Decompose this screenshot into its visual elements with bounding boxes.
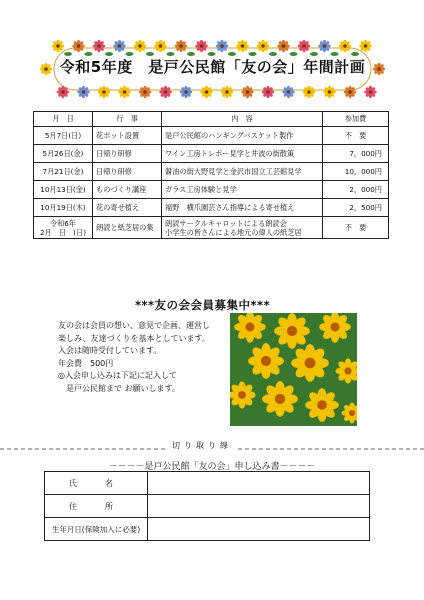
- row-detail-line1: 朗読サークルキャロットによる朗読会: [165, 218, 287, 228]
- border-flower: [195, 40, 208, 53]
- row-event: 日帰り研修: [93, 145, 162, 163]
- row-fee: 2，500円: [323, 199, 389, 217]
- birthdate-field[interactable]: [148, 518, 370, 541]
- row-event: 日帰り研修: [93, 163, 162, 181]
- application-form: [44, 471, 370, 541]
- row-fee: 10，000円: [323, 163, 389, 181]
- border-flower: [57, 86, 70, 99]
- row-date: [34, 217, 93, 239]
- row-date: 5月26日(金): [34, 145, 93, 163]
- border-flower: [72, 40, 85, 53]
- border-flower: [262, 86, 275, 99]
- border-flower: [118, 86, 131, 99]
- border-flower: [180, 86, 193, 99]
- border-flower: [303, 86, 316, 99]
- schedule-header-row: [34, 112, 389, 127]
- table-row: [34, 181, 389, 199]
- row-event: 花ポット設置: [93, 127, 162, 145]
- application-form-title: －－－－是戸公民館「友の会」申し込み書－－－－: [108, 462, 316, 472]
- name-field[interactable]: [148, 472, 370, 495]
- row-date-line1: 令和6年: [49, 218, 77, 228]
- row-event: ものづくり講座: [93, 181, 162, 199]
- page-title: 令和5年度 是戸公民館「友の会」年間計画: [59, 58, 366, 76]
- schedule-table: [33, 111, 389, 239]
- name-label: 氏 名: [45, 472, 148, 495]
- row-detail: ガラス工房体験と見学: [162, 181, 323, 199]
- border-flower: [221, 86, 234, 99]
- col-fee: 参加費: [323, 112, 389, 127]
- row-fee: 不 要: [323, 127, 389, 145]
- table-row: [34, 199, 389, 217]
- row-date: 10月19日(木): [34, 199, 93, 217]
- row-detail-line2: 小学生の皆さんによる地元の偉人の紙芝居: [165, 227, 302, 237]
- recruit-line: 友の会は会員の想い、意見で企画、運営し: [58, 321, 210, 330]
- border-flower: [159, 86, 172, 99]
- table-row: [34, 145, 389, 163]
- photo-flower: [248, 343, 284, 379]
- border-flower: [154, 40, 167, 53]
- photo-flower: [274, 313, 310, 349]
- cut-line-label: 切り取り線: [168, 440, 236, 451]
- border-flower: [200, 86, 213, 99]
- recruit-line: 是戸公民館まで お願いします。: [58, 383, 180, 393]
- row-date: 7月21日(金): [34, 163, 93, 181]
- border-flower: [236, 40, 249, 53]
- border-flower: [318, 40, 331, 53]
- row-event: 朗読と紙芝居の集: [93, 217, 162, 239]
- border-flower: [323, 86, 336, 99]
- table-row: [34, 127, 389, 145]
- row-fee: 不 要: [323, 217, 389, 239]
- row-date: 10月13日(金): [34, 181, 93, 199]
- col-detail: 内 容: [162, 112, 323, 127]
- table-row: [34, 217, 389, 239]
- recruit-line: 楽しみ、友達づくりを基本としています。: [58, 333, 210, 343]
- recruit-line: 年会費 500円: [58, 358, 114, 368]
- form-row: [45, 472, 370, 495]
- border-flower: [175, 40, 188, 53]
- row-detail: 是戸公民館のハンギングバスケット製作: [162, 127, 323, 145]
- recruit-text: [58, 320, 210, 396]
- row-detail: 醤油の街大野見学と金沢市国立工芸館見学: [162, 163, 323, 181]
- border-flower: [241, 86, 254, 99]
- row-detail: ワイン工房トレボー見学と井波の街散策: [162, 145, 323, 163]
- border-flower: [364, 86, 377, 99]
- recruit-heading: ***友の会会員募集中***: [135, 298, 271, 312]
- address-field[interactable]: [148, 495, 370, 518]
- border-flower: [134, 40, 147, 53]
- row-fee: 7，000円: [323, 145, 389, 163]
- photo-flower: [262, 381, 298, 417]
- border-flower: [298, 40, 311, 53]
- photo-flower: [291, 344, 329, 382]
- recruit-line: 入会は随時受付しています。: [58, 346, 162, 356]
- border-flower: [77, 86, 90, 99]
- yellow-flowers-photo: [230, 313, 357, 426]
- row-date: 5月7日(日): [34, 127, 93, 145]
- col-event: 行 事: [93, 112, 162, 127]
- border-flower: [98, 86, 111, 99]
- photo-flower: [305, 388, 339, 422]
- border-flower: [216, 40, 229, 53]
- border-flower: [52, 40, 65, 53]
- address-label: 住 所: [45, 495, 148, 518]
- col-date: 月 日: [34, 112, 93, 127]
- form-row: [45, 518, 370, 541]
- border-flower: [344, 86, 357, 99]
- border-flower: [93, 40, 106, 53]
- border-flower: [359, 40, 372, 53]
- border-flower: [277, 40, 290, 53]
- border-flower: [139, 86, 152, 99]
- recruit-line: ◎入会申し込みは下記に記入して: [58, 371, 177, 381]
- border-flower: [282, 86, 295, 99]
- row-detail: 福野 横爪園芸さん指導による寄せ植え: [162, 199, 323, 217]
- border-flower: [339, 40, 352, 53]
- border-flower: [113, 40, 126, 53]
- form-row: [45, 495, 370, 518]
- row-detail: [162, 217, 323, 239]
- row-date-line2: 2月 日 (日): [39, 227, 87, 237]
- row-fee: 2，000円: [323, 181, 389, 199]
- table-row: [34, 163, 389, 181]
- border-flower: [257, 40, 270, 53]
- birthdate-label: 生年月日(保険加入に必要): [45, 518, 148, 541]
- row-event: 花の寄せ植え: [93, 199, 162, 217]
